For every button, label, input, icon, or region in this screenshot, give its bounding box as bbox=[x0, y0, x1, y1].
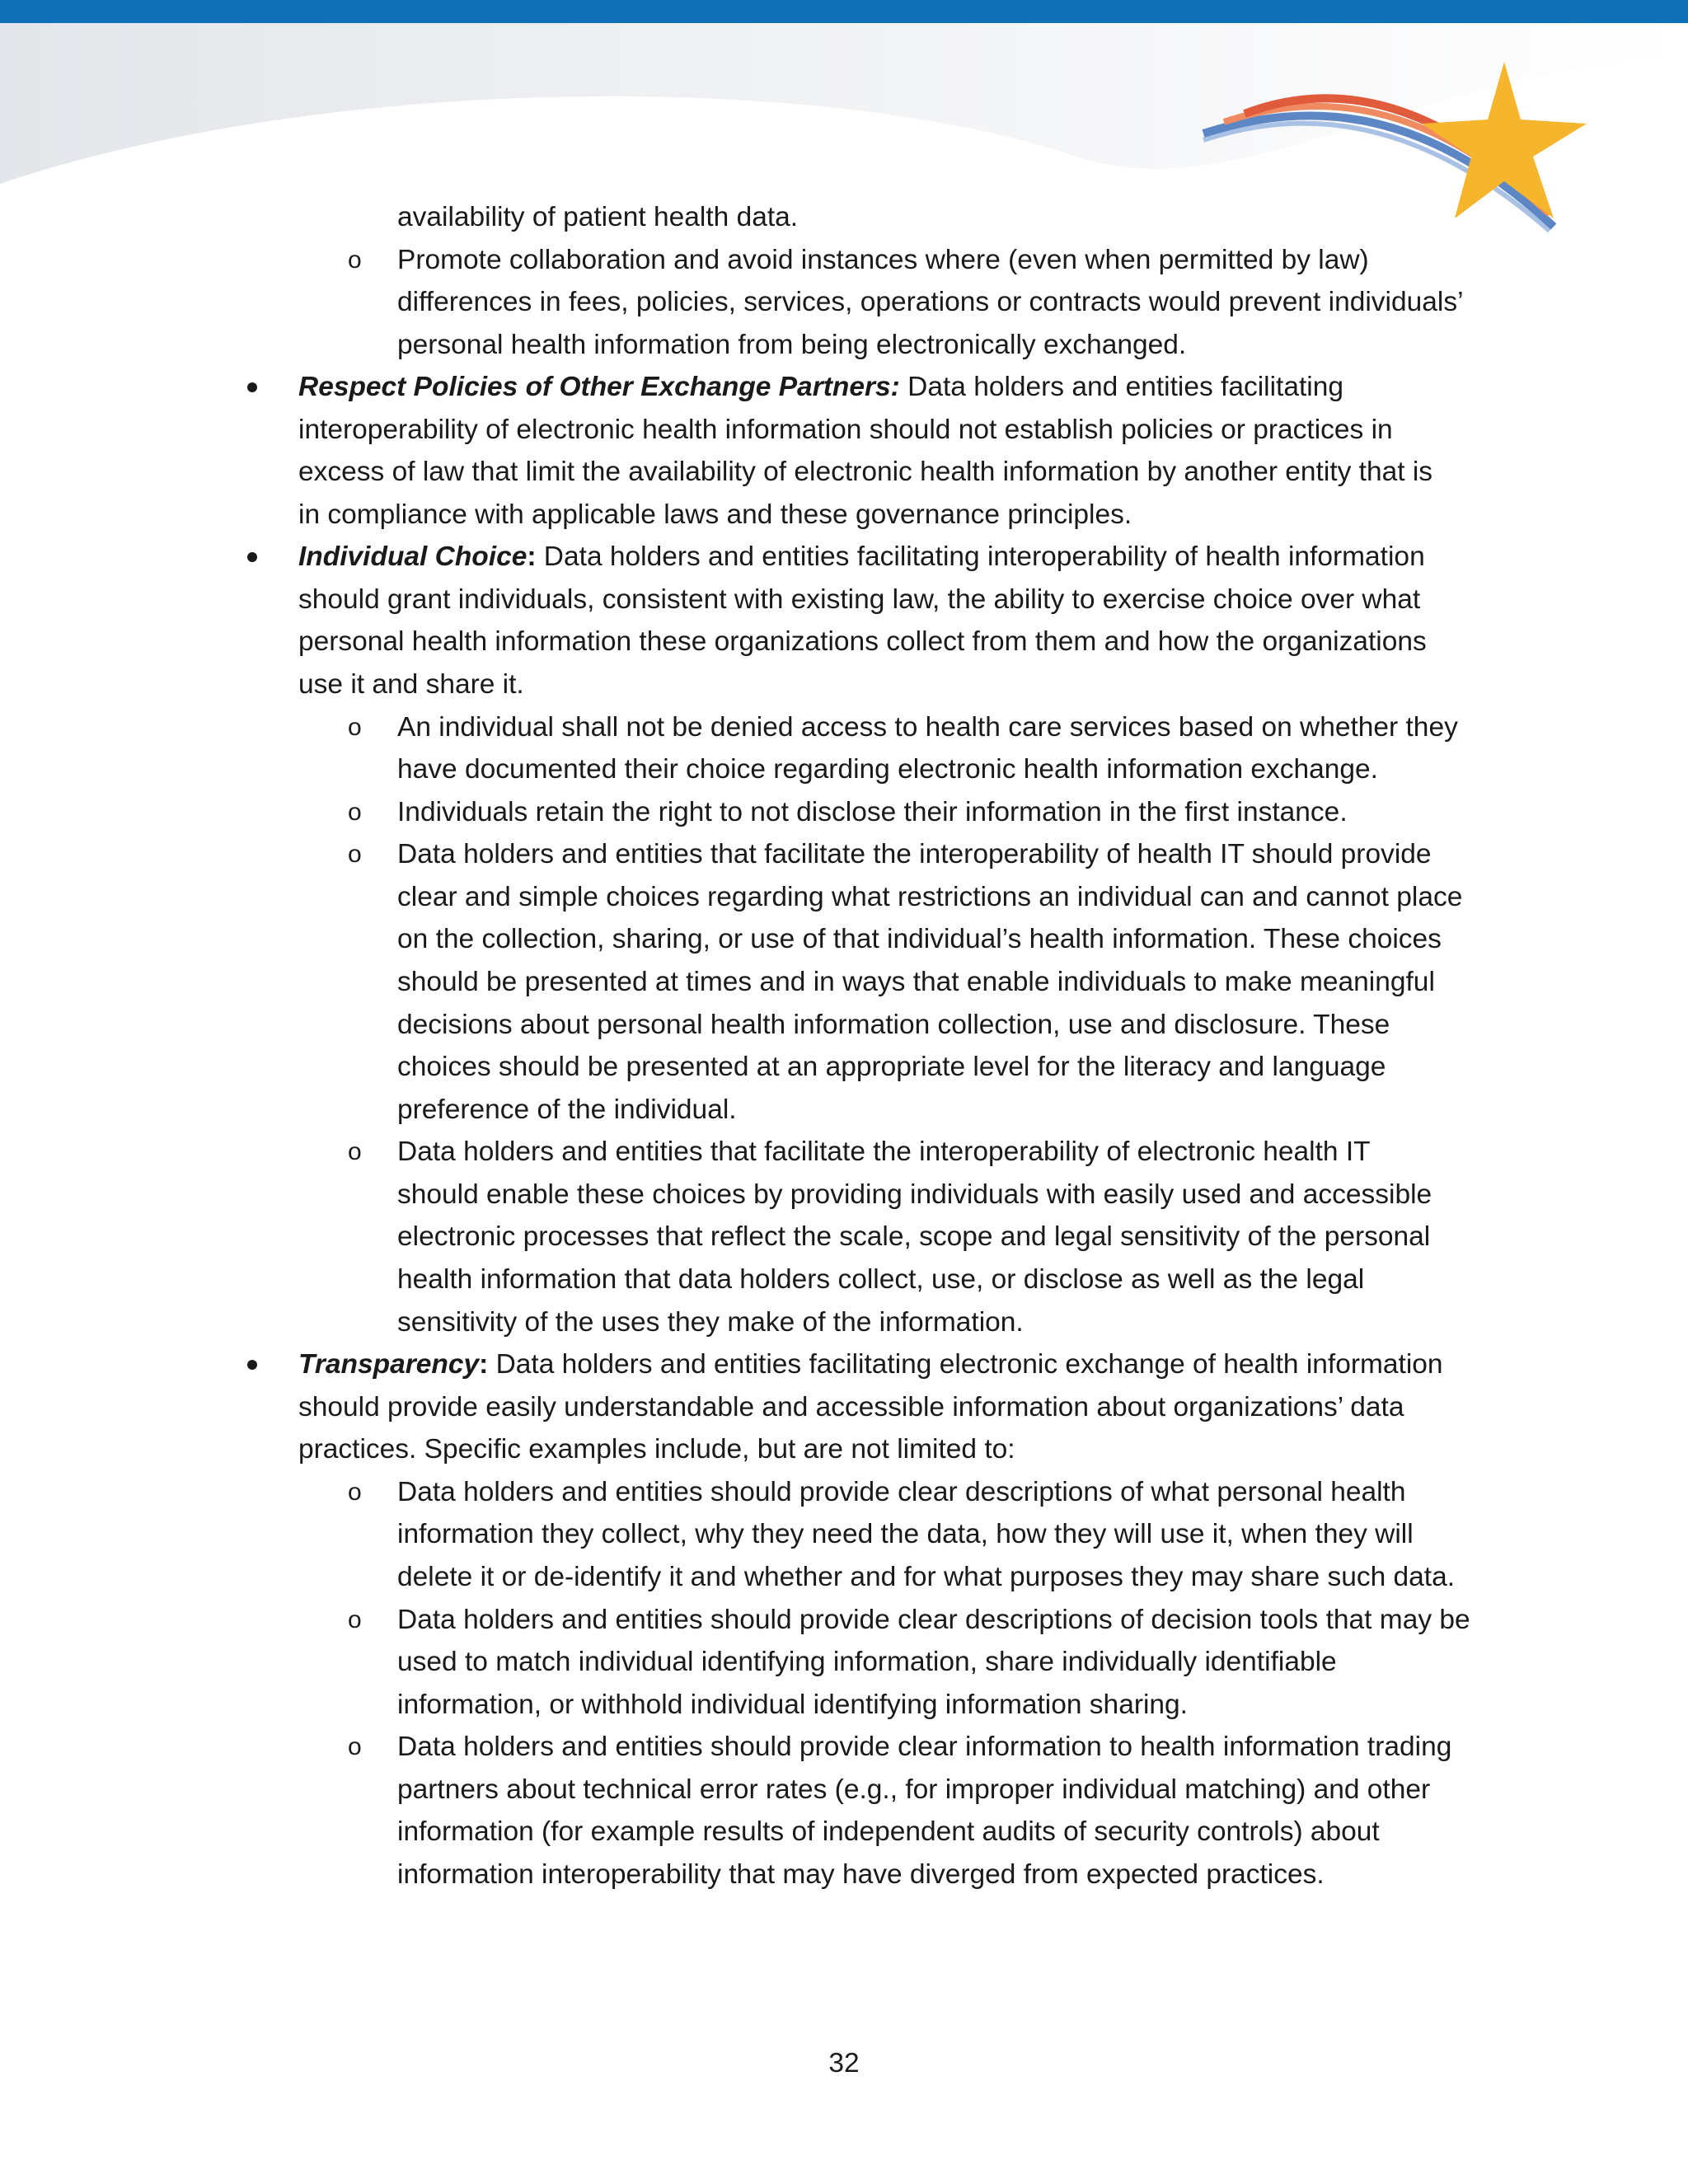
list-item-line: in compliance with applicable laws and these governance principles. bbox=[298, 499, 1132, 530]
bullet-heading-line bbox=[298, 536, 1425, 579]
list-item-line: differences in fees, policies, services, operations or contracts would prevent individuals’ bbox=[397, 287, 1464, 317]
list-item-line: Individuals retain the right to not disclose their information in the first instance. bbox=[397, 797, 1348, 827]
list-item-line: Data holders and entities should provide clear information to health information trading bbox=[397, 1732, 1452, 1762]
bullet-title: Respect Policies of Other Exchange Partners: bbox=[298, 372, 900, 402]
list-item-line: practices. Specific examples include, but are not limited to: bbox=[298, 1434, 1015, 1465]
list-item-line: health information that data holders collect, use, or disclose as well as the legal bbox=[397, 1264, 1365, 1295]
list-item-line: should grant individuals, consistent with existing law, the ability to exercise choice over what bbox=[298, 584, 1421, 615]
bullet-text: Data holders and entities facilitating interoperability of health information bbox=[536, 541, 1425, 572]
list-item-line: excess of law that limit the availability of electronic health information by another entity that is bbox=[298, 457, 1433, 487]
list-item-line: Data holders and entities that facilitate the interoperability of electronic health IT bbox=[397, 1137, 1371, 1167]
bullet-colon: : bbox=[479, 1349, 489, 1380]
list-item-line: used to match individual identifying information, share individually identifiable bbox=[397, 1647, 1337, 1677]
list-item-line: preference of the individual. bbox=[397, 1094, 737, 1125]
list-item-line: personal health information these organizations collect from them and how the organizations bbox=[298, 626, 1427, 657]
bullet-icon bbox=[247, 552, 257, 562]
list-item-line: Data holders and entities should provide clear descriptions of decision tools that may be bbox=[397, 1605, 1470, 1635]
list-item-line: information (for example results of independent audits of security controls) about bbox=[397, 1816, 1380, 1847]
sub-bullet-icon: o bbox=[348, 246, 362, 274]
list-item-line: decisions about personal health information collection, use and disclosure. These bbox=[397, 1010, 1390, 1040]
bullet-colon: : bbox=[527, 541, 537, 572]
continuation-line: availability of patient health data. bbox=[397, 202, 799, 232]
bullet-text: Data holders and entities facilitating bbox=[899, 372, 1343, 402]
list-item-line: interoperability of electronic health information should not establish policies or practices in bbox=[298, 415, 1393, 445]
sub-bullet-icon: o bbox=[348, 1606, 362, 1633]
list-item-line: choices should be presented at an appropriate level for the literacy and language bbox=[397, 1052, 1386, 1082]
list-item-line: information, or withhold individual identifying information sharing. bbox=[397, 1690, 1188, 1720]
list-item-line: use it and share it. bbox=[298, 669, 524, 700]
bullet-title: Transparency bbox=[298, 1349, 480, 1380]
list-item-line: should enable these choices by providing individuals with easily used and accessible bbox=[397, 1179, 1432, 1210]
sub-bullet-icon: o bbox=[348, 1733, 362, 1760]
sub-bullet-icon: o bbox=[348, 841, 362, 868]
list-item-line: personal health information from being electronically exchanged. bbox=[397, 330, 1187, 360]
list-item-line: on the collection, sharing, or use of that individual’s health information. These choices bbox=[397, 924, 1442, 954]
sub-bullet-icon: o bbox=[348, 714, 362, 741]
list-item-line: An individual shall not be denied access to health care services based on whether they bbox=[397, 712, 1458, 743]
list-item-line: information interoperability that may have diverged from expected practices. bbox=[397, 1859, 1325, 1890]
list-item-line: should be presented at times and in ways that enable individuals to make meaningful bbox=[397, 967, 1435, 997]
list-item-line: information they collect, why they need the data, how they will use it, when they will bbox=[397, 1519, 1414, 1549]
list-item-line: Promote collaboration and avoid instances where (even when permitted by law) bbox=[397, 245, 1369, 275]
bullet-heading-line bbox=[298, 1343, 1443, 1386]
list-item-line: sensitivity of the uses they make of the information. bbox=[397, 1307, 1024, 1338]
sub-bullet-icon: o bbox=[348, 1138, 362, 1165]
star-logo-icon bbox=[1187, 58, 1599, 239]
bullet-text: Data holders and entities facilitating electronic exchange of health information bbox=[488, 1349, 1443, 1380]
list-item-line: have documented their choice regarding electronic health information exchange. bbox=[397, 754, 1378, 785]
sub-bullet-icon: o bbox=[348, 799, 362, 826]
page-number: 32 bbox=[828, 2048, 860, 2079]
header-bar bbox=[0, 0, 1688, 23]
list-item-line: should provide easily understandable and accessible information about organizations’ data bbox=[298, 1392, 1404, 1422]
bullet-heading-line bbox=[298, 366, 1343, 409]
list-item-line: Data holders and entities that facilitate the interoperability of health IT should provide bbox=[397, 839, 1432, 869]
list-item-line: electronic processes that reflect the scale, scope and legal sensitivity of the personal bbox=[397, 1221, 1431, 1252]
list-item-line: clear and simple choices regarding what restrictions an individual can and cannot place bbox=[397, 882, 1463, 912]
bullet-title: Individual Choice bbox=[298, 541, 528, 572]
bullet-icon bbox=[247, 382, 257, 392]
list-item-line: delete it or de-identify it and whether and for what purposes they may share such data. bbox=[397, 1562, 1456, 1592]
list-item-line: partners about technical error rates (e.g., for improper individual matching) and other bbox=[397, 1774, 1431, 1805]
sub-bullet-icon: o bbox=[348, 1479, 362, 1506]
list-item-line: Data holders and entities should provide clear descriptions of what personal health bbox=[397, 1477, 1406, 1507]
bullet-icon bbox=[247, 1360, 257, 1370]
